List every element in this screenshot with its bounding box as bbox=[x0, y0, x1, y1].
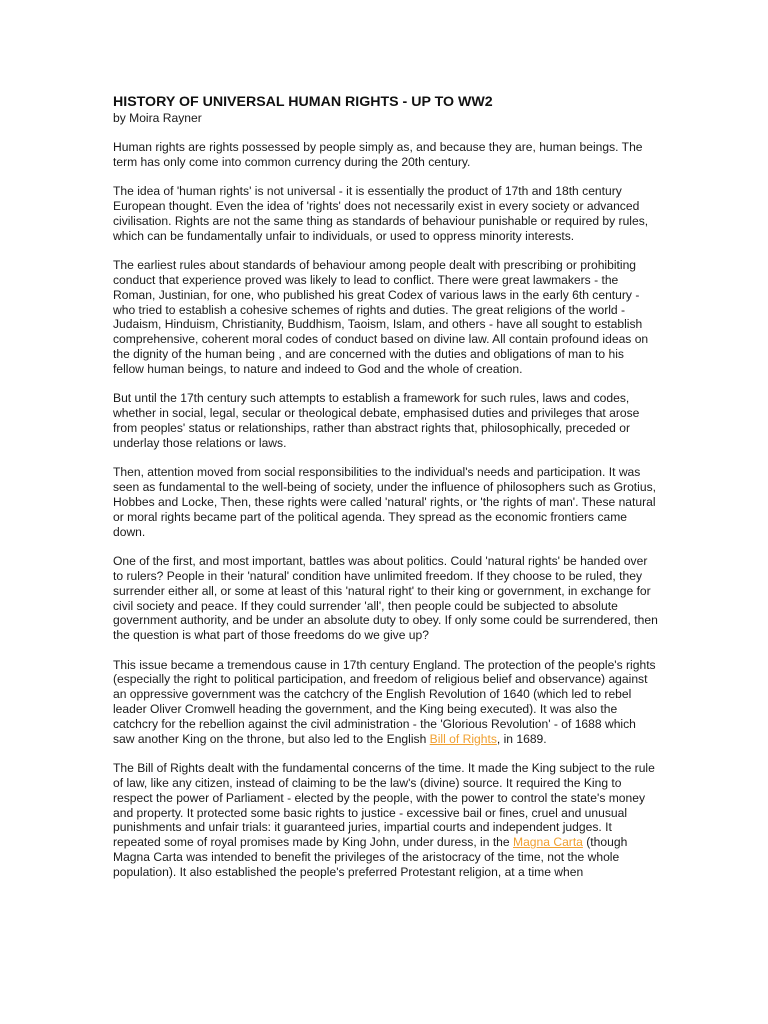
paragraph-bill-of-rights bbox=[113, 761, 658, 879]
paragraph-text: , in 1689. bbox=[496, 731, 547, 746]
paragraph-idea-of-rights: The idea of 'human rights' is not universal - it is essentially the product of 17th and 18th century European thought. Even the idea of 'rights' does not necessarily exist in every society or advanced civilisation. Rights are not the same thing as standards of behaviour punishable or required by rules, which can be fundamentally unfair to individuals, or used to oppress minority interests. bbox=[113, 184, 649, 243]
paragraph-english-revolution bbox=[113, 658, 658, 747]
article-body bbox=[113, 94, 658, 894]
paragraph-individual-needs: Then, attention moved from social responsibilities to the individual's needs and participation. It was seen as fundamental to the well-being of society, under the influence of philosophers such as Grotius, Hobbes and Locke, Then, these rights were called 'natural' rights, or 'the rights of man'. These natural or moral rights became part of the political agenda. They spread as the economic frontiers came down. bbox=[113, 465, 656, 539]
paragraph-text: The Bill of Rights dealt with the fundamental concerns of the time. It made the King subject to the rule of law, like any citizen, instead of claiming to be the law's (divine) source. It required the King to respect the power of Parliament - elected by the people, with the power to control the state's money and property. It protected some basic rights to justice - excessive bail or fines, cruel and unusual punishments and unfair trials: it guaranteed juries, impartial courts and independent judges. It repeated some of royal promises made by King John, under duress, in the bbox=[113, 761, 655, 850]
article-title: HISTORY OF UNIVERSAL HUMAN RIGHTS - UP TO WW2 bbox=[113, 94, 493, 110]
article-author: by Moira Rayner bbox=[113, 111, 202, 125]
magna-carta-link[interactable]: Magna Carta bbox=[513, 835, 583, 850]
bill-of-rights-link[interactable]: Bill of Rights bbox=[429, 731, 497, 746]
paragraph-intro: Human rights are rights possessed by people simply as, and because they are, human beings. The term has only come into common currency during the 20th century. bbox=[113, 139, 643, 169]
paragraph-text: This issue became a tremendous cause in 17th century England. The protection of the people's rights (especially the right to political participation, and freedom of religious belief and observance) against an oppressive government was the catchcry of the English Revolution of 1640 (which led to rebel leader Oliver Cromwell heading the government, and the King being executed). It was also the catchcry for the rebellion against the civil administration - the 'Glorious Revolution' - of 1688 which saw another King on the throne, but also led to the English bbox=[113, 657, 656, 746]
paragraph-earliest-rules: The earliest rules about standards of behaviour among people dealt with prescribing or prohibiting conduct that experience proved was likely to lead to conflict. There were great lawmakers - the Roman, Justinian, for one, who published his great Codex of various laws in the early 6th century -who tried to establish a cohesive schemes of rights and duties. The great religions of the world - Judaism, Hinduism, Christianity, Buddhism, Taoism, Islam, and others - have all sought to establish comprehensive, coherent moral codes of conduct based on divine law. All contain profound ideas on the dignity of the human being , and are concerned with the duties and obligations of man to his fellow human beings, to nature and indeed to God and the whole of creation. bbox=[113, 258, 649, 376]
paragraph-politics: One of the first, and most important, battles was about politics. Could 'natural rights' be handed over to rulers? People in their 'natural' condition have unlimited freedom. If they choose to be ruled, they surrender either all, or some at least of this 'natural right' to their king or government, in exchange for civil society and peace. If they could surrender 'all', then people could be subjected to absolute government authority, and be under an absolute duty to obey. If only some could be surrendered, then the question is what part of those freedoms do we give up? bbox=[113, 554, 658, 643]
paragraph-text: (though Magna Carta was intended to benefit the privileges of the aristocracy of the time, not the whole population). It also established the people's preferred Protestant religion, at a time when bbox=[113, 835, 628, 879]
paragraph-17th-century: But until the 17th century such attempts to establish a framework for such rules, laws and codes, whether in social, legal, secular or theological debate, emphasised duties and privileges that arose from peoples' status or relationships, rather than abstract rights that, philosophically, preceded or underlay those relations or laws. bbox=[113, 391, 640, 450]
